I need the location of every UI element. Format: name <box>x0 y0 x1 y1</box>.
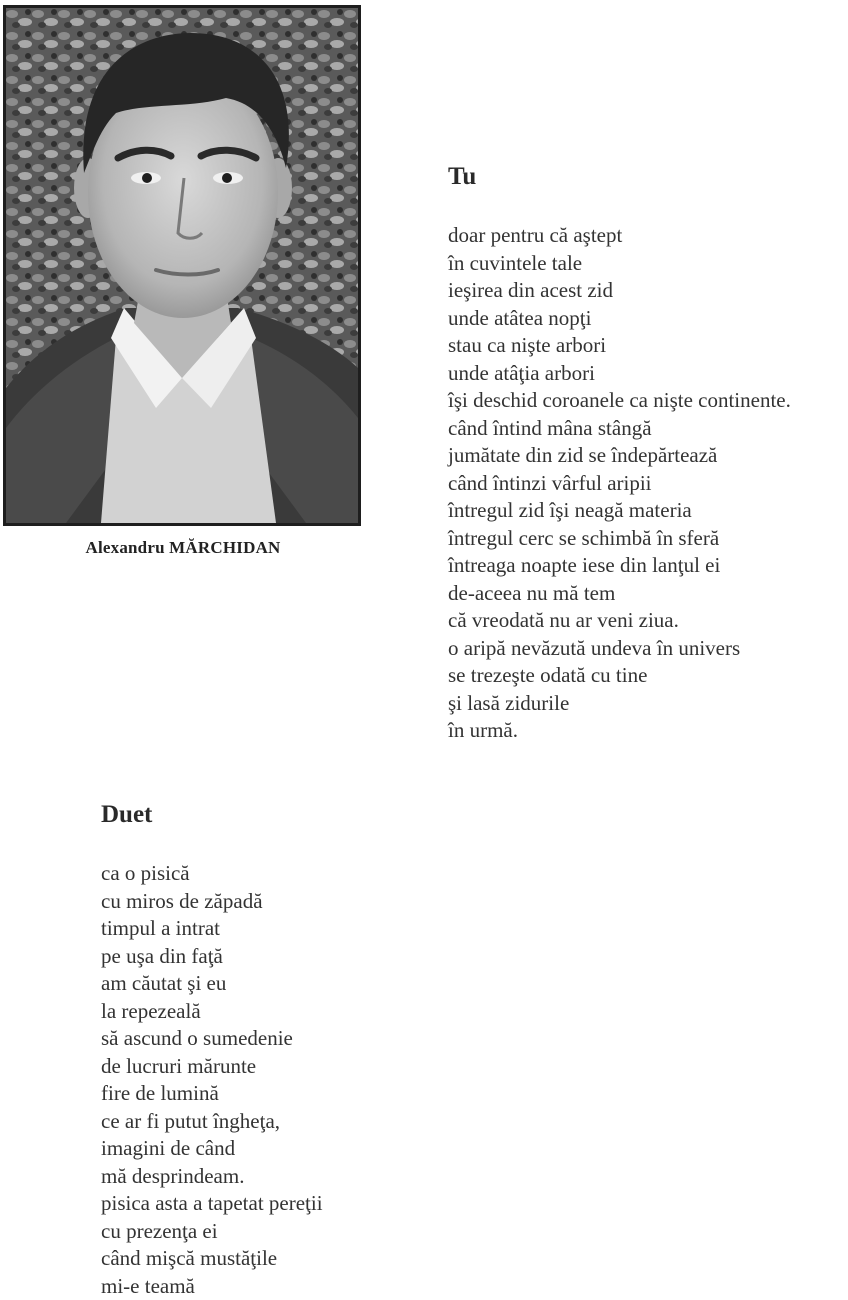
poem-line: ieşirea din acest zid <box>448 277 791 305</box>
poem-line: cu prezenţa ei <box>101 1218 323 1246</box>
poem-line: unde atâtea nopţi <box>448 305 791 333</box>
poem-line: pe uşa din faţă <box>101 943 323 971</box>
poem-line: îşi deschid coroanele ca nişte continente. <box>448 387 791 415</box>
author-portrait <box>3 5 361 526</box>
poem-line: cu miros de zăpadă <box>101 888 323 916</box>
poem-line: în urmă. <box>448 717 791 745</box>
poem-line: la repezeală <box>101 998 323 1026</box>
poem-line: se trezeşte odată cu tine <box>448 662 791 690</box>
poem-line: ce ar fi putut îngheţa, <box>101 1108 323 1136</box>
poem-line: o aripă nevăzută undeva în univers <box>448 635 791 663</box>
poem-title: Duet <box>101 800 323 830</box>
poem-line: mă desprindeam. <box>101 1163 323 1191</box>
poem-line: de-aceea nu mă tem <box>448 580 791 608</box>
poem-line: timpul a intrat <box>101 915 323 943</box>
poem-lines <box>448 222 791 745</box>
poem-line: unde atâţia arbori <box>448 360 791 388</box>
poem-title: Tu <box>448 162 791 192</box>
poem-line: întregul zid îşi neagă materia <box>448 497 791 525</box>
poem-line: când mişcă mustăţile <box>101 1245 323 1273</box>
poem-line: în cuvintele tale <box>448 250 791 278</box>
poem-line: întreaga noapte iese din lanţul ei <box>448 552 791 580</box>
poem-line: imagini de când <box>101 1135 323 1163</box>
poem-line: fire de lumină <box>101 1080 323 1108</box>
poem-line: când întind mâna stângă <box>448 415 791 443</box>
poem-lines <box>101 860 323 1300</box>
poem-line: mi-e teamă <box>101 1273 323 1300</box>
poem-line: jumătate din zid se îndepărtează <box>448 442 791 470</box>
poem-line: de lucruri mărunte <box>101 1053 323 1081</box>
poem-line: pisica asta a tapetat pereţii <box>101 1190 323 1218</box>
poem-line: am căutat şi eu <box>101 970 323 998</box>
poem-line: doar pentru că aştept <box>448 222 791 250</box>
poem-line: să ascund o sumedenie <box>101 1025 323 1053</box>
author-caption: Alexandru MĂRCHIDAN <box>0 538 366 558</box>
portrait-photo <box>6 8 358 523</box>
poem-line: şi lasă zidurile <box>448 690 791 718</box>
poem-line: ca o pisică <box>101 860 323 888</box>
poem-duet <box>101 800 323 1300</box>
poem-line: stau ca nişte arbori <box>448 332 791 360</box>
poem-line: când întinzi vârful aripii <box>448 470 791 498</box>
poem-line: întregul cerc se schimbă în sferă <box>448 525 791 553</box>
poem-tu <box>448 162 791 745</box>
poem-line: că vreodată nu ar veni ziua. <box>448 607 791 635</box>
